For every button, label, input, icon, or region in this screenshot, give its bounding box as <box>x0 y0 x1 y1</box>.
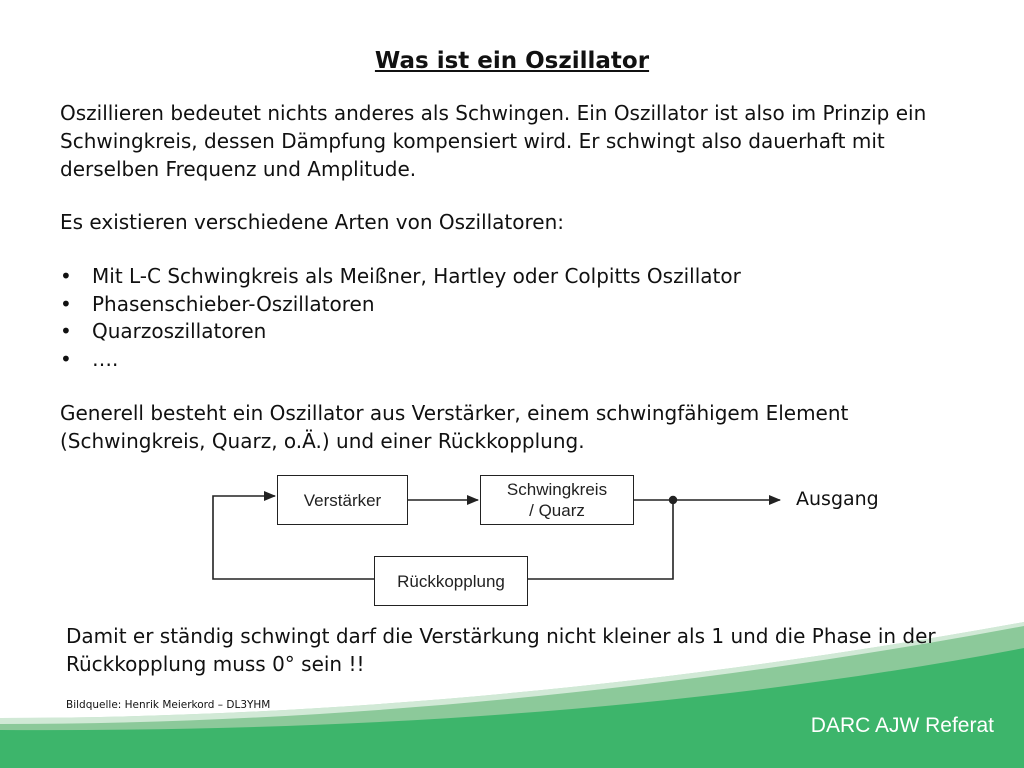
feedback-label: Rückkopplung <box>397 571 505 591</box>
output-label: Ausgang <box>796 488 879 510</box>
footer-brand: DARC AJW Referat <box>810 714 994 737</box>
list-item: • …. <box>60 346 741 374</box>
junction-dot <box>669 496 677 504</box>
list-item: • Quarzoszillatoren <box>60 318 741 346</box>
intro-paragraph: Oszillieren bedeutet nichts anderes als Schwingen. Ein Oszillator ist also im Prinzip ein Schwingkreis, dessen Dämpfung kompensiert wird. Er schwingt also dauerhaft mit derselben Frequenz und Amplitude. <box>60 101 927 181</box>
page-title: Was ist ein Oszillator <box>374 48 650 74</box>
list-item: • Mit L-C Schwingkreis als Meißner, Hartley oder Colpitts Oszillator <box>60 263 741 291</box>
resonator-block <box>480 475 634 525</box>
feedback-block <box>374 556 528 606</box>
image-source-credit: Bildquelle: Henrik Meierkord – DL3YHM <box>66 699 271 711</box>
resonator-label: Schwingkreis / Quarz <box>506 480 608 520</box>
amplifier-block <box>277 475 408 525</box>
list-item: • Phasenschieber-Oszillatoren <box>60 291 741 319</box>
amplifier-label: Verstärker <box>303 490 382 510</box>
structure-paragraph: Generell besteht ein Oszillator aus Verstärker, einem schwingfähigem Element (Schwingkreis, Quarz, o.Ä.) und einer Rückkopplung. <box>60 401 849 453</box>
types-intro-paragraph: Es existieren verschiedene Arten von Oszillatoren: <box>60 210 565 234</box>
condition-paragraph: Damit er ständig schwingt darf die Verstärkung nicht kleiner als 1 und die Phase in der Rückkopplung muss 0° sein !! <box>66 624 936 676</box>
oscillator-types-list <box>60 263 741 373</box>
